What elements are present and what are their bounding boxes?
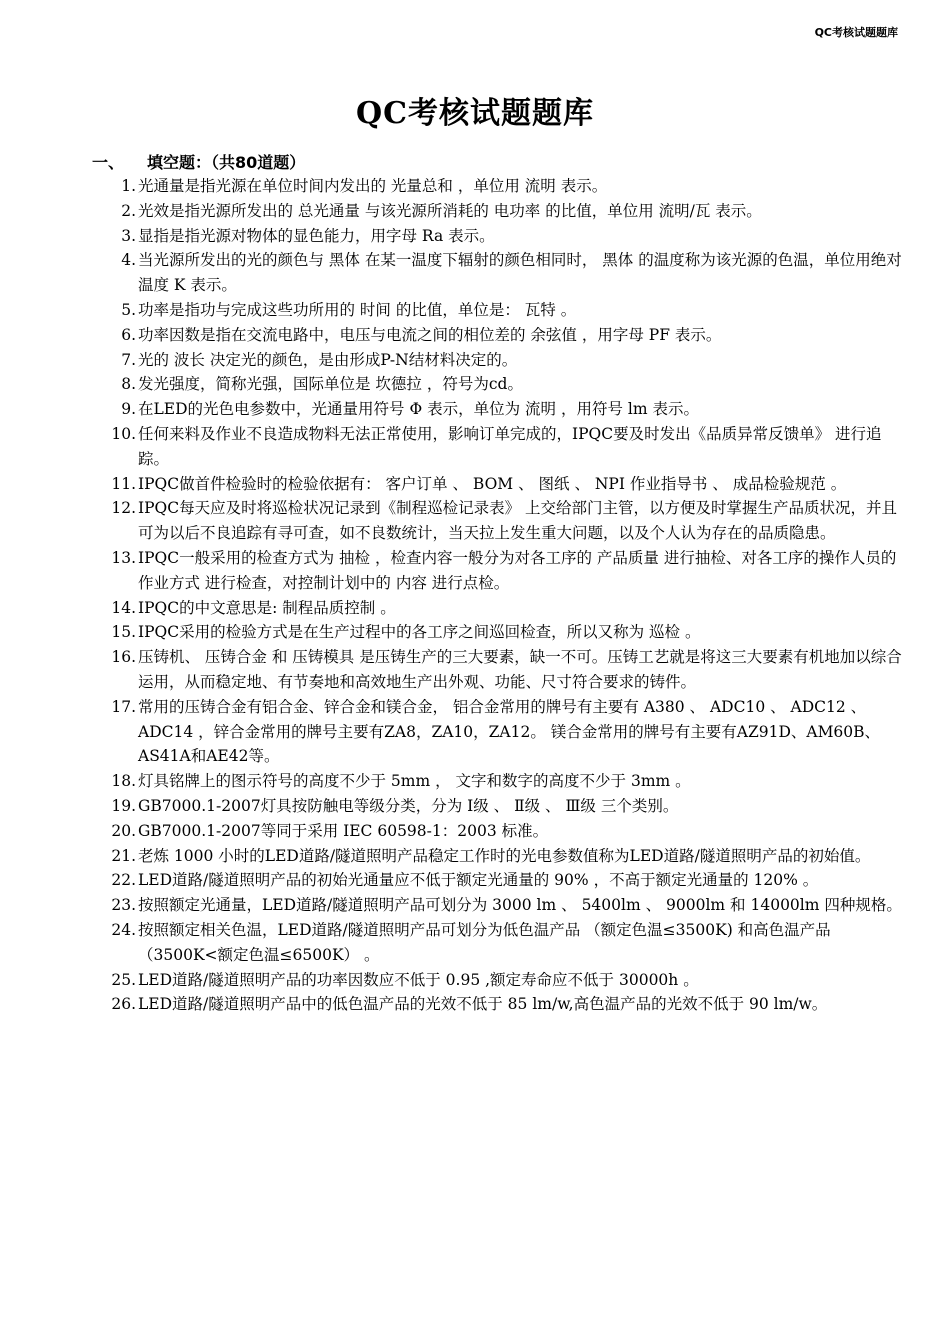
question-item	[104, 819, 904, 844]
question-number: 4.	[121, 251, 136, 270]
question-item	[104, 298, 904, 323]
question-item	[104, 992, 904, 1017]
question-number: 24.	[111, 920, 136, 939]
question-text: LED道路/隧道照明产品的初始光通量应不低于额定光通量的 90% ，不高于额定光通量的 120% 。	[138, 871, 819, 890]
question-text: 光通量是指光源在单位时间内发出的 光量总和 ，单位用 流明 表示。	[138, 177, 608, 195]
question-item	[104, 496, 904, 546]
question-item	[104, 224, 904, 249]
question-text: IPQC的中文意思是: 制程品质控制 。	[138, 598, 396, 617]
question-text: IPQC每天应及时将巡检状况记录到《制程巡检记录表》 上交给部门主管，以方便及时掌握生产品质状况，并且可为以后不良追踪有寻可查，如不良数统计，当天拉上发生重大问题，以及个人认为存在的品质隐患。	[138, 499, 898, 543]
question-item	[104, 199, 904, 224]
question-text: 灯具铭牌上的图示符号的高度不少于 5mm ， 文字和数字的高度不少于 3mm 。	[138, 772, 691, 791]
question-item	[104, 348, 904, 373]
question-number: 23.	[111, 896, 136, 915]
question-item	[104, 546, 904, 596]
question-number: 1.	[121, 177, 136, 195]
question-item	[104, 868, 904, 893]
question-number: 19.	[111, 796, 136, 815]
question-item	[104, 422, 904, 472]
question-text: 任何来料及作业不良造成物料无法正常使用，影响订单完成的，IPQC要及时发出《品质异常反馈单》 进行追踪。	[138, 424, 882, 468]
question-number: 7.	[121, 350, 136, 369]
question-text: 光的 波长 决定光的颜色，是由形成P-N结材料决定的。	[138, 350, 518, 369]
question-text: 功率是指功与完成这些功所用的 时间 的比值，单位是： 瓦特 。	[138, 300, 577, 319]
question-number: 12.	[111, 499, 136, 518]
question-text: 发光强度，简称光强，国际单位是 坎德拉 ，符号为cd。	[138, 375, 523, 394]
question-number: 2.	[121, 201, 136, 220]
question-item	[104, 596, 904, 621]
question-number: 6.	[121, 325, 136, 344]
question-number: 8.	[121, 375, 136, 394]
question-text: GB7000.1-2007灯具按防触电等级分类，分为 Ⅰ级 、 Ⅱ级 、 Ⅲ级 三个类别。	[138, 796, 679, 815]
question-number: 21.	[111, 846, 136, 865]
question-number: 17.	[111, 697, 136, 716]
question-text: 光效是指光源所发出的 总光通量 与该光源所消耗的 电功率 的比值，单位用 流明/瓦 表示。	[138, 201, 762, 220]
question-number: 3.	[121, 226, 136, 245]
question-text: 功率因数是指在交流电路中，电压与电流之间的相位差的 余弦值 ，用字母 PF 表示。	[138, 325, 722, 344]
question-number: 16.	[111, 648, 136, 667]
question-text: IPQC一般采用的检查方式为 抽检 ，检查内容一般分为对各工序的 产品质量 进行抽检、对各工序的操作人员的 作业方式 进行检查，对控制计划中的 内容 进行点检。	[138, 548, 897, 592]
question-text: GB7000.1-2007等同于采用 IEC 60598-1：2003 标准。	[138, 821, 549, 840]
question-item	[104, 372, 904, 397]
question-text: 压铸机、 压铸合金 和 压铸模具 是压铸生产的三大要素，缺一不可。压铸工艺就是将这三大要素有机地加以综合运用，从而稳定地、有节奏地和高效地生产出外观、功能、尺寸符合要求的铸件。	[138, 648, 902, 691]
question-number: 20.	[111, 821, 136, 840]
question-number: 22.	[111, 871, 136, 890]
question-item	[104, 695, 904, 769]
question-text: 常用的压铸合金有铝合金、锌合金和镁合金， 铝合金常用的牌号有主要有 A380 、 ADC10 、 ADC12 、 ADC14 ，锌合金常用的牌号主要有ZA8，ZA10，ZA12。 镁合金常用的牌号有主要有AZ91D、AM60B、AS41A和AE42等。	[138, 697, 881, 766]
question-text: IPQC做首件检验时的检验依据有： 客户订单 、 BOM 、 图纸 、 NPI 作业指导书 、 成品检验规范 。	[138, 474, 847, 493]
question-text: 在LED的光色电参数中，光通量用符号 Φ 表示，单位为 流明 ，用符号 lm 表示。	[138, 400, 699, 419]
question-number: 18.	[111, 772, 136, 791]
running-header: QC考核试题题库	[814, 26, 898, 39]
question-text: 按照额定相关色温，LED道路/隧道照明产品可划分为低色温产品 （额定色温≤3500K) 和高色温产品 （3500K<额定色温≤6500K） 。	[138, 920, 831, 964]
question-number: 9.	[121, 400, 136, 419]
question-item	[104, 968, 904, 993]
question-item	[104, 918, 904, 968]
question-list	[104, 174, 904, 1017]
question-item	[104, 620, 904, 645]
question-item	[104, 248, 904, 298]
question-number: 14.	[111, 598, 136, 617]
question-number: 11.	[111, 474, 136, 493]
question-item	[104, 794, 904, 819]
section-heading	[92, 150, 305, 173]
question-text: 当光源所发出的光的颜色与 黑体 在某一温度下辐射的颜色相同时， 黑体 的温度称为该光源的色温，单位用绝对温度 K 表示。	[138, 251, 902, 295]
question-number: 15.	[111, 623, 136, 642]
question-item	[104, 323, 904, 348]
question-text: 老炼 1000 小时的LED道路/隧道照明产品稳定工作时的光电参数值称为LED道路/隧道照明产品的初始值。	[138, 846, 871, 865]
question-item	[104, 174, 904, 199]
question-item	[104, 844, 904, 869]
question-number: 10.	[111, 424, 136, 443]
question-number: 5.	[121, 300, 136, 319]
question-number: 13.	[111, 548, 136, 567]
question-text: 显指是指光源对物体的显色能力，用字母 Ra 表示。	[138, 226, 495, 245]
question-item	[104, 645, 904, 695]
section-title: 填空题：（共80道题）	[147, 153, 306, 172]
question-text: IPQC采用的检验方式是在生产过程中的各工序之间巡回检查，所以又称为 巡检 。	[138, 623, 701, 642]
question-text: 按照额定光通量，LED道路/隧道照明产品可划分为 3000 lm 、 5400lm 、 9000lm 和 14000lm 四种规格。	[138, 896, 902, 915]
question-text: LED道路/隧道照明产品的功率因数应不低于 0.95 ,额定寿命应不低于 30000h 。	[138, 970, 699, 989]
question-number: 26.	[111, 995, 136, 1014]
question-item	[104, 893, 904, 918]
page-title: QC考核试题题库	[355, 96, 594, 131]
question-item	[104, 472, 904, 497]
question-number: 25.	[111, 970, 136, 989]
question-text: LED道路/隧道照明产品中的低色温产品的光效不低于 85 lm/w,高色温产品的光效不低于 90 lm/w。	[138, 995, 828, 1014]
question-item	[104, 397, 904, 422]
question-item	[104, 769, 904, 794]
section-number: 一、	[92, 153, 125, 172]
